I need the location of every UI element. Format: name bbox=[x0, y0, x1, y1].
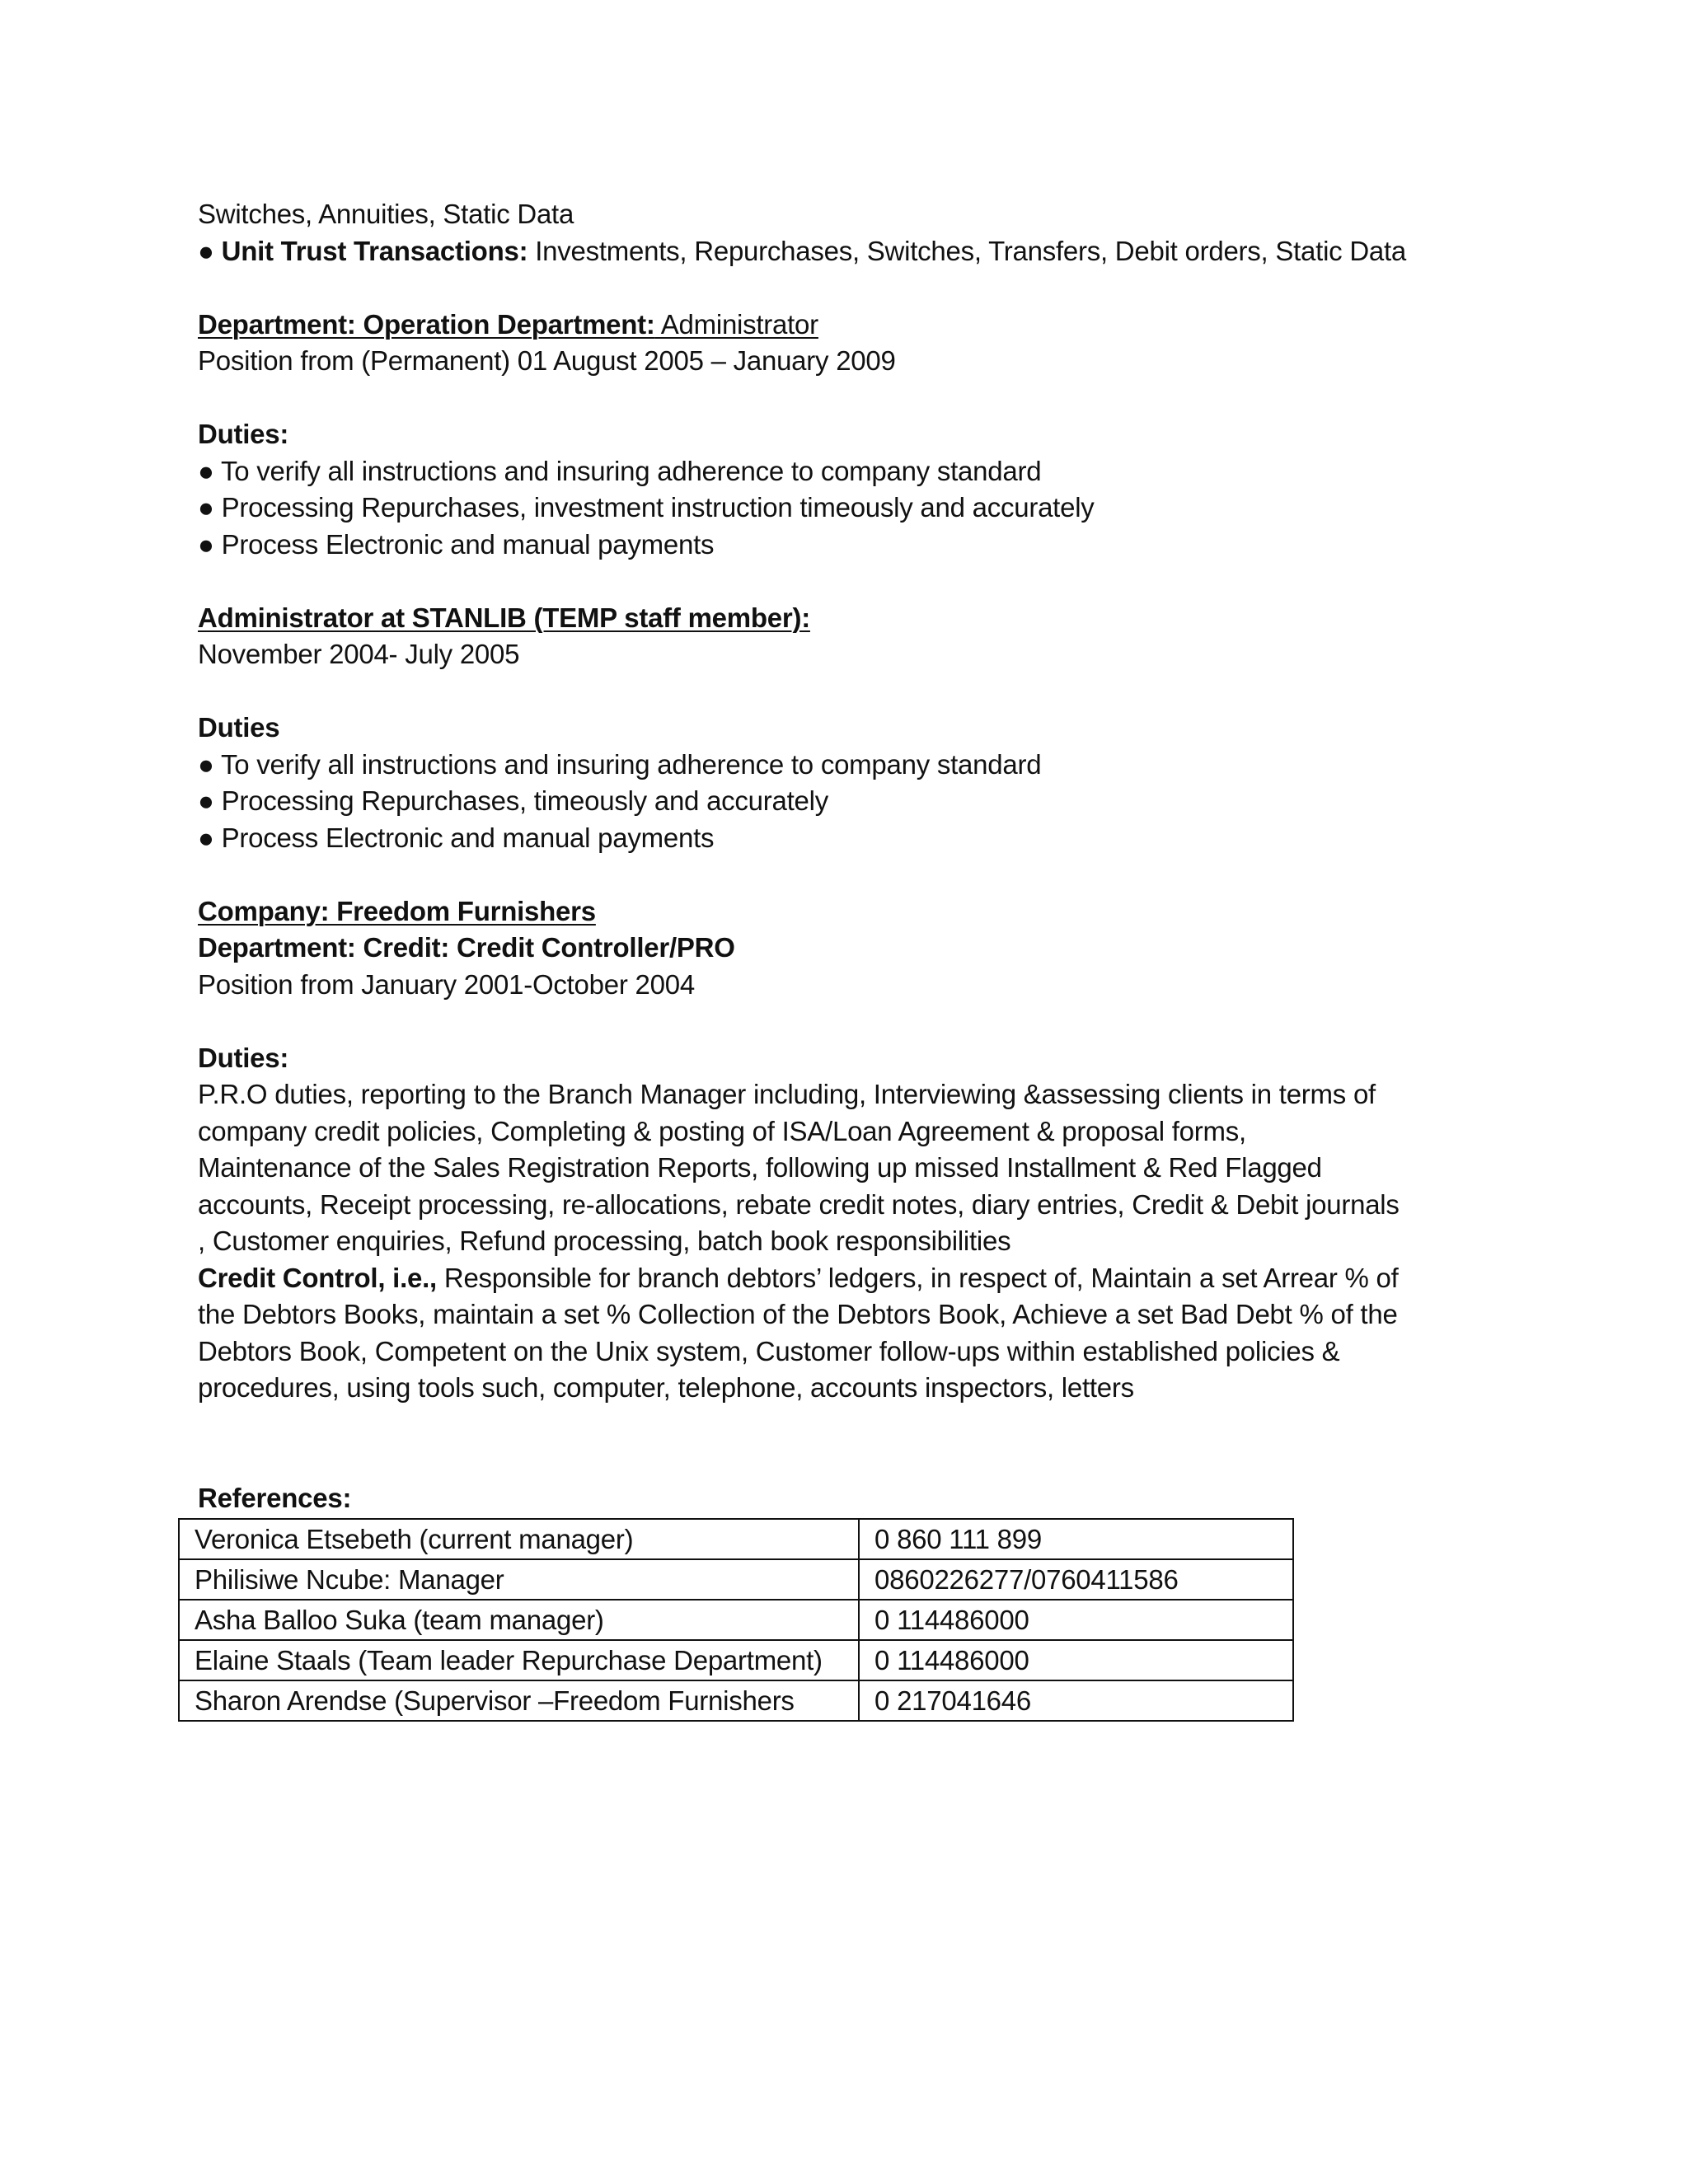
credit-control-line: Debtors Book, Competent on the Unix system, Customer follow-ups within established policies & bbox=[198, 1335, 1340, 1366]
pro-duties-line: P.R.O duties, reporting to the Branch Manager including, Interviewing &assessing clients in terms of bbox=[198, 1079, 1376, 1109]
stanlib-period: November 2004- July 2005 bbox=[198, 639, 520, 669]
operations-duties-heading: Duties: bbox=[198, 419, 289, 449]
operations-department-label: Department: Operation Department: bbox=[198, 308, 655, 340]
reference-name: Sharon Arendse (Supervisor –Freedom Furnishers bbox=[179, 1680, 859, 1721]
stanlib-duty-item: ● Processing Repurchases, timeously and accurately bbox=[198, 785, 828, 816]
table-row bbox=[179, 1680, 1293, 1721]
reference-name: Asha Balloo Suka (team manager) bbox=[179, 1600, 859, 1640]
references-heading: References: bbox=[198, 1483, 352, 1513]
pro-duties-line: Maintenance of the Sales Registration Reports, following up missed Installment & Red Flagged bbox=[198, 1152, 1322, 1183]
pro-duties-line: accounts, Receipt processing, re-allocations, rebate credit notes, diary entries, Credit & Debit journals bbox=[198, 1188, 1400, 1220]
credit-control-line: procedures, using tools such, computer, telephone, accounts inspectors, letters bbox=[198, 1372, 1134, 1403]
operations-duty-item: ● To verify all instructions and insuring adherence to company standard bbox=[198, 455, 1042, 486]
freedom-position: Position from January 2001-October 2004 bbox=[198, 968, 695, 1000]
reference-name: Veronica Etsebeth (current manager) bbox=[179, 1519, 859, 1559]
operations-department-role: Administrator bbox=[654, 308, 818, 340]
document-body bbox=[198, 196, 1484, 1407]
stanlib-duty-item: ● Process Electronic and manual payments bbox=[198, 822, 715, 853]
reference-phone: 0 217041646 bbox=[859, 1680, 1293, 1721]
unit-trust-bullet bbox=[198, 233, 1484, 270]
reference-phone: 0 114486000 bbox=[859, 1640, 1293, 1680]
reference-phone: 0860226277/0760411586 bbox=[859, 1559, 1293, 1600]
operations-duty-item: ● Processing Repurchases, investment instruction timeously and accurately bbox=[198, 492, 1095, 523]
stanlib-duties-heading: Duties bbox=[198, 712, 280, 743]
operations-department-heading bbox=[198, 307, 1484, 344]
pro-duties-line: company credit policies, Completing & posting of ISA/Loan Agreement & proposal forms, bbox=[198, 1115, 1246, 1146]
credit-control-line: the Debtors Books, maintain a set % Collection of the Debtors Book, Achieve a set Bad Debt % of the bbox=[198, 1299, 1398, 1329]
operations-duty-item: ● Process Electronic and manual payments bbox=[198, 528, 715, 560]
table-row bbox=[179, 1559, 1293, 1600]
freedom-company-heading: Company: Freedom Furnishers bbox=[198, 895, 596, 926]
credit-control-label: Credit Control, i.e., bbox=[198, 1262, 437, 1293]
reference-phone: 0 860 111 899 bbox=[859, 1519, 1293, 1559]
stanlib-heading: Administrator at STANLIB (TEMP staff member): bbox=[198, 602, 810, 633]
unit-trust-label: Unit Trust Transactions: bbox=[221, 235, 528, 266]
freedom-duties-heading: Duties: bbox=[198, 1042, 289, 1073]
reference-name: Philisiwe Ncube: Manager bbox=[179, 1559, 859, 1600]
freedom-department: Department: Credit: Credit Controller/PRO bbox=[198, 932, 735, 963]
bullet-glyph: ● bbox=[198, 235, 214, 266]
table-row bbox=[179, 1640, 1293, 1680]
continued-line: Switches, Annuities, Static Data bbox=[198, 199, 574, 229]
reference-phone: 0 114486000 bbox=[859, 1600, 1293, 1640]
unit-trust-text: Investments, Repurchases, Switches, Transfers, Debit orders, Static Data bbox=[528, 235, 1407, 266]
reference-name: Elaine Staals (Team leader Repurchase Department) bbox=[179, 1640, 859, 1680]
table-row bbox=[179, 1519, 1293, 1559]
pro-duties-line: , Customer enquiries, Refund processing, batch book responsibilities bbox=[198, 1226, 1011, 1256]
operations-position: Position from (Permanent) 01 August 2005 – January 2009 bbox=[198, 345, 896, 376]
credit-control-line bbox=[198, 1260, 1484, 1297]
references-table bbox=[178, 1518, 1294, 1722]
table-row bbox=[179, 1600, 1293, 1640]
credit-control-text: Responsible for branch debtors’ ledgers, in respect of, Maintain a set Arrear % of bbox=[436, 1262, 1399, 1293]
stanlib-duty-item: ● To verify all instructions and insuring adherence to company standard bbox=[198, 748, 1042, 780]
